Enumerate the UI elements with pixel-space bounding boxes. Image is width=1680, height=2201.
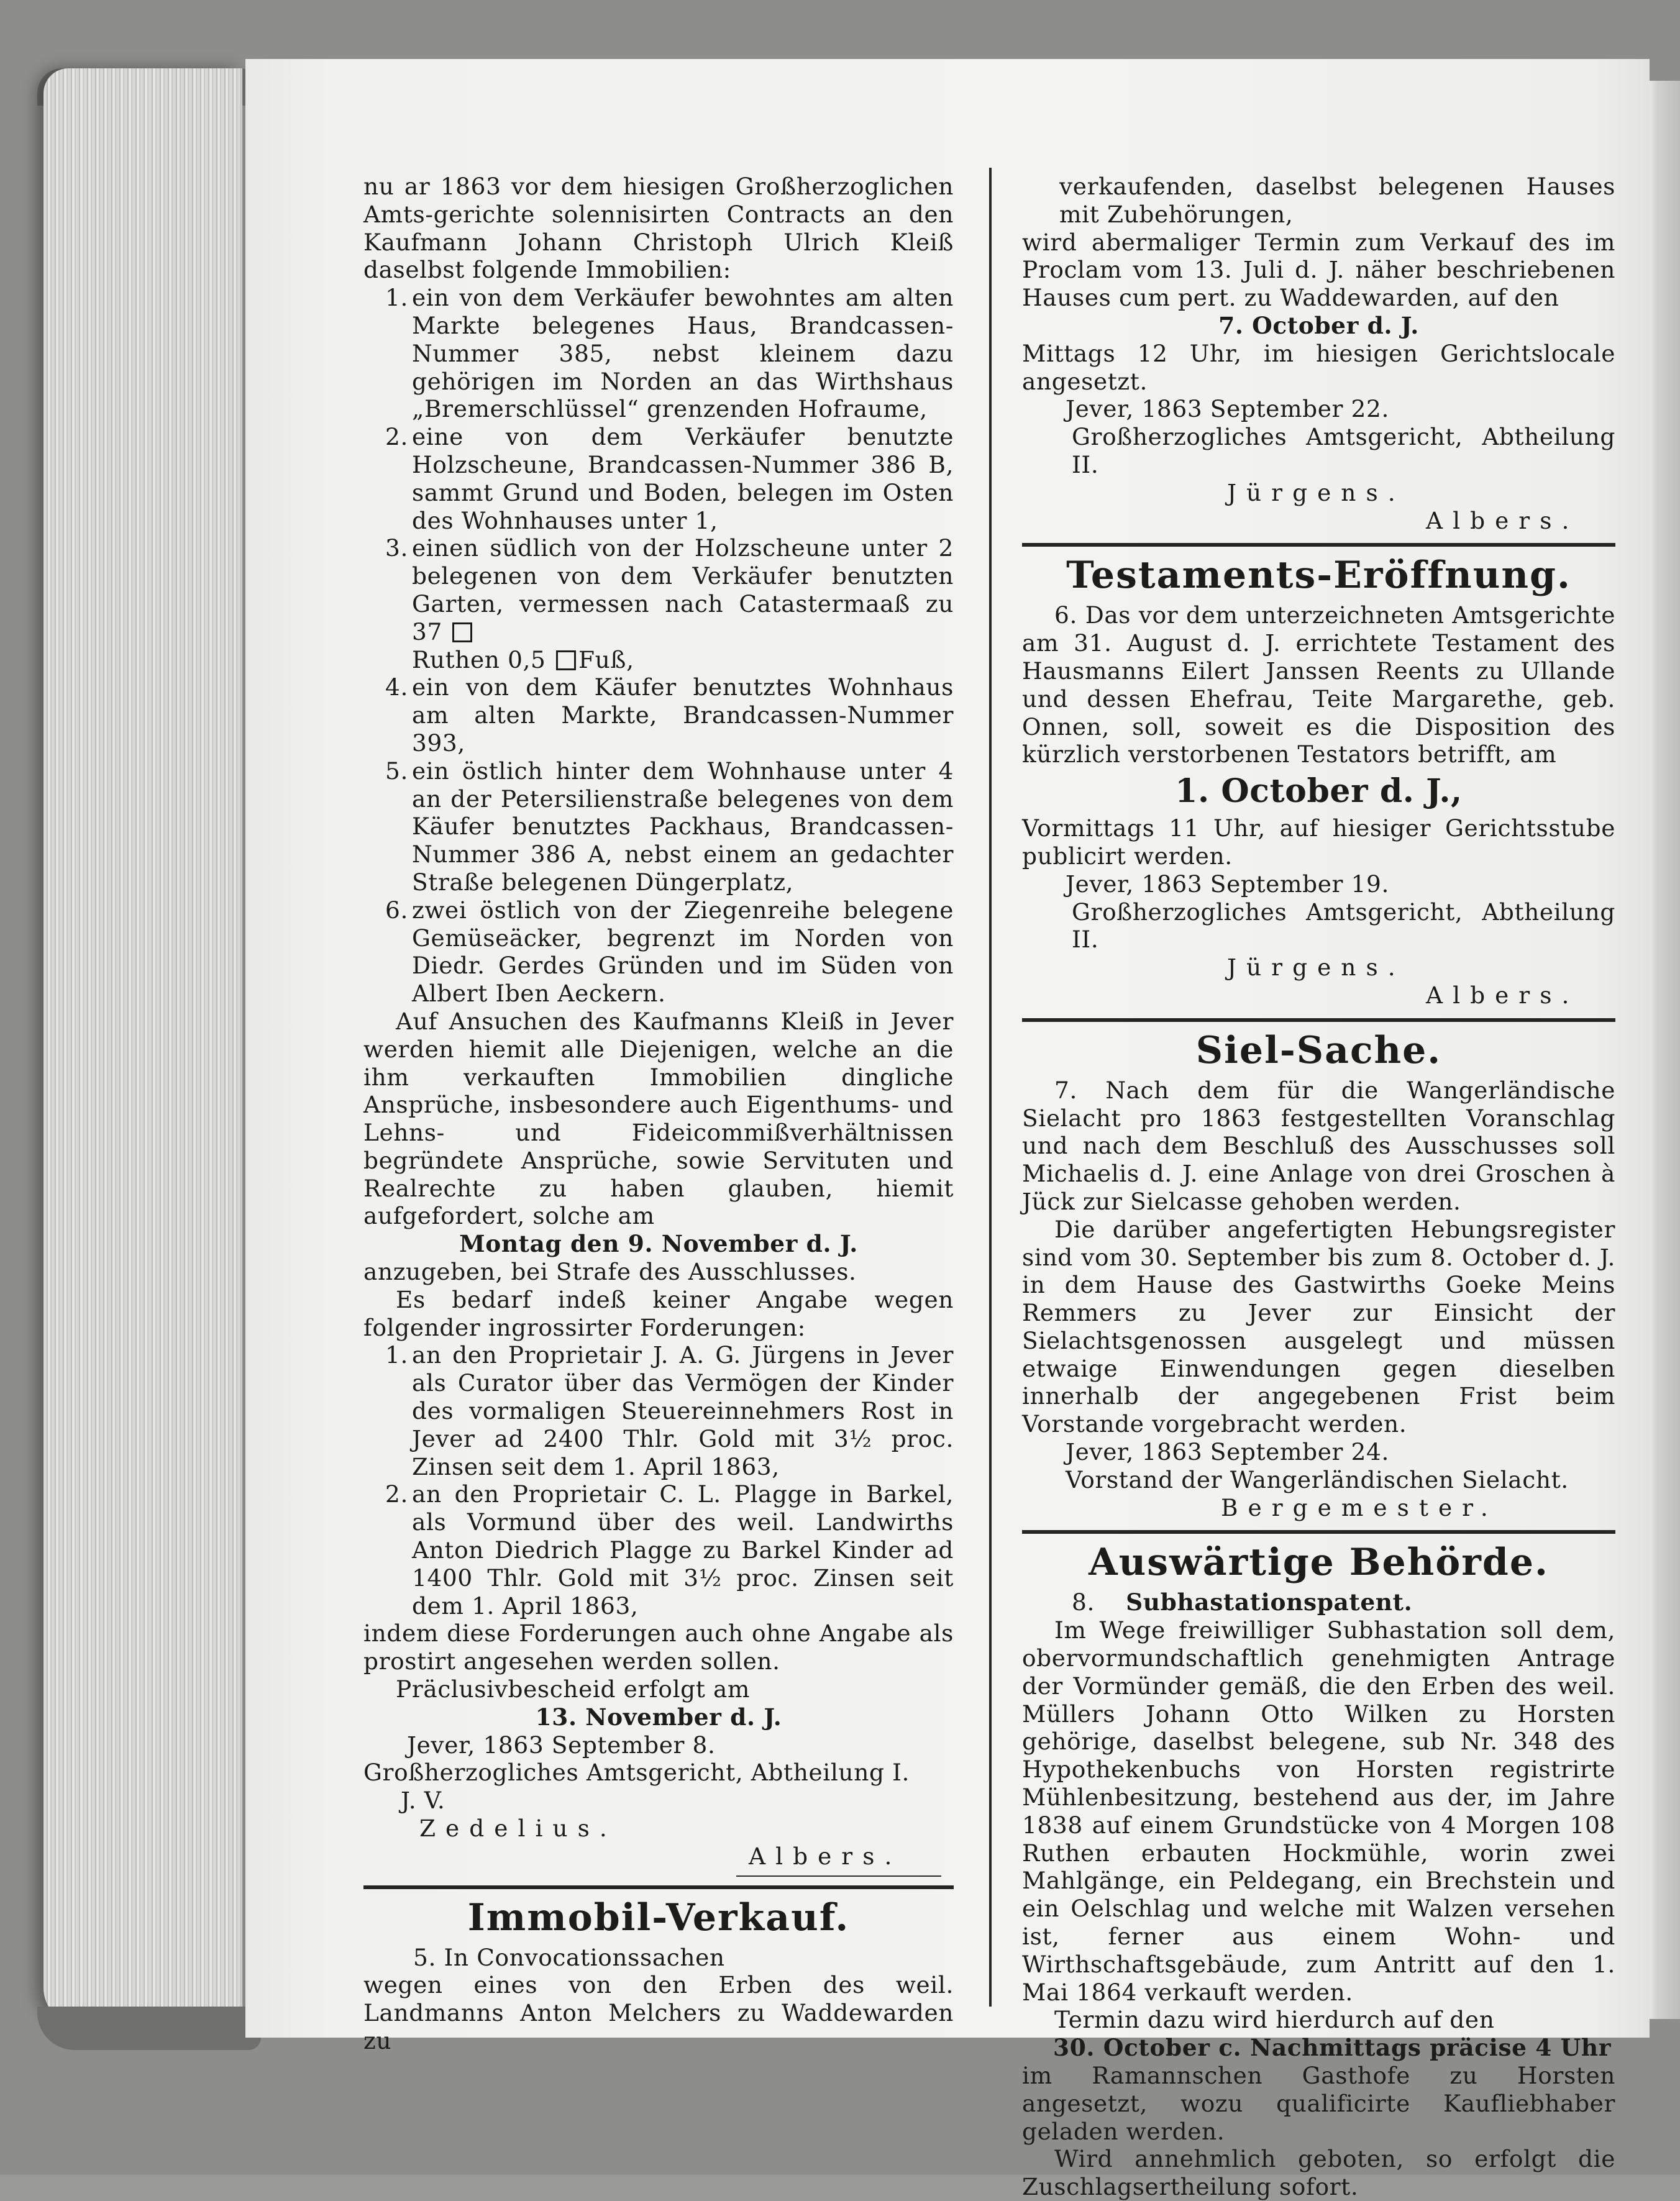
testament-text: Das vor dem unterzeichneten Amtsgerichte am 31. August d. J. errichtete Testament des Hausmanns Eilert Janssen Reents zu Ullande und dessen Ehefrau, Teite Margarethe, geb. Onnen, soll, soweit es die Disposition des kürzlich verstorbenen Testators betrifft, am xyxy=(1022,601,1615,768)
item-number: 6. xyxy=(385,896,408,924)
notice-text: wegen eines von den Erben des weil. Landmanns Anton Melchers zu Waddewarden zu xyxy=(363,1971,954,2054)
preclusion-date: 13. November d. J. xyxy=(535,1703,782,1731)
column-divider xyxy=(989,168,992,2007)
deputy-mark: J. V. xyxy=(401,1787,445,1815)
item-number: 6. xyxy=(1054,601,1077,629)
signature: Zedelius. xyxy=(419,1815,617,1843)
item-text: an den Proprietair C. L. Plagge in Barkel, als Vormund über des weil. Landwirths Anton Diedrich Plagge zu Barkel Kinder ad 1400 Thlr. Gold mit 3½ proc. Zinsen seit dem 1. April 1863, xyxy=(412,1480,954,1620)
property-item xyxy=(363,896,954,1008)
square-symbol-icon xyxy=(452,622,472,642)
section-rule xyxy=(1022,1018,1615,1022)
item3-tail-b: Fuß, xyxy=(578,645,634,673)
item-number: 1. xyxy=(385,1341,408,1369)
siel-paragraph-2: Die darüber angefertigten Hebungsregister sind vom 30. September bis zum 8. October d. J. in dem Hause des Gastwirths Goeke Meins Remmers zu Jever zur Einsicht der Sielachtsgenossen ausgelegt und müssen etwaige Einwendungen gegen dieselben innerhalb der angegebenen Frist beim Vorstande vorgebracht werden. xyxy=(1022,1215,1615,1438)
opening-time: Vormittags 11 Uhr, auf hiesiger Gerichtsstube publicirt werden. xyxy=(1022,814,1615,870)
siel-paragraph xyxy=(1022,1077,1615,1216)
subhastation-title: Subhastationspatent. xyxy=(1126,1588,1413,1616)
item-number: 5. xyxy=(385,757,408,785)
signature: Albers. xyxy=(1426,506,1579,534)
siel-text: Nach dem für die Wangerländische Sielacht pro 1863 festgestellten Voranschlag und nach dem Beschluß des Ausschusses soll Michaelis d. J. eine Anlage von drei Groschen à Jück zur Sielcasse gehoben werden. xyxy=(1022,1076,1615,1215)
item-text: einen südlich von der Holzscheune unter 2 belegenen von dem Verkäufer benutzten Garten, vermessen nach Catastermaaß zu 37 xyxy=(412,534,954,645)
closing-text: Wird annehmlich geboten, so erfolgt die Zuschlagsertheilung sofort. xyxy=(1022,2145,1615,2201)
property-item xyxy=(363,673,954,757)
signature: Jürgens. xyxy=(1227,478,1405,506)
section-heading: Immobil-Verkauf. xyxy=(467,1895,850,1939)
venue-text: im Ramannschen Gasthofe zu Horsten angesetzt, wozu qualificirte Kaufliebhaber geladen werden. xyxy=(1022,2062,1615,2145)
testament-paragraph xyxy=(1022,601,1615,768)
item-text: ein östlich hinter dem Wohnhause unter 4 an der Petersilienstraße belegenes von dem Käufer benutztes Packhaus, Brandcassen-Nummer 386 A, nebst einem an gedachter Straße belegenen Düngerplatz, xyxy=(412,757,954,896)
book-page-edges xyxy=(43,68,242,2025)
item-number: 3. xyxy=(385,534,408,562)
sale-date: 7. October d. J. xyxy=(1218,311,1419,339)
opening-date: 1. October d. J., xyxy=(1175,772,1463,811)
deadline-date: Montag den 9. November d. J. xyxy=(459,1230,858,1258)
board-name: Vorstand der Wangerländischen Sielacht. xyxy=(1066,1465,1569,1493)
item-number: 2. xyxy=(385,423,408,451)
item-text: zwei östlich von der Ziegenreihe belegene Gemüseäcker, begrenzt im Norden von Diedr. Gerdes Gründen und im Süden von Albert Iben Aeckern. xyxy=(412,896,954,1008)
claim-item xyxy=(363,1341,954,1480)
item-text: ein von dem Käufer benutztes Wohnhaus am alten Markte, Brandcassen-Nummer 393, xyxy=(412,673,954,757)
right-column xyxy=(1022,173,1615,2201)
penalty-line: anzugeben, bei Strafe des Ausschlusses. xyxy=(363,1258,857,1286)
item-text: an den Proprietair J. A. G. Jürgens in Jever als Curator über das Vermögen der Kinder des vormaligen Steuereinnehmers Rost in Jever ad 2400 Thlr. Gold mit 3½ proc. Zinsen seit dem 1. April 1863, xyxy=(412,1341,954,1480)
summons-paragraph: Auf Ansuchen des Kaufmanns Kleiß in Jever werden hiemit alle Diejenigen, welche an die ihm verkauften Immobilien dingliche Ansprüche, insbesondere auch Eigenthums- und Lehns- und Fideicommißverhältnissen begründete Ansprüche, sowie Servituten und Realrechte zu haben glauben, hiemit aufgefordert, solche am xyxy=(363,1007,954,1230)
place-date: Jever, 1863 September 8. xyxy=(407,1731,716,1759)
claims-note: indem diese Forderungen auch ohne Angabe als prostirt angesehen werden sollen. xyxy=(363,1620,954,1675)
subhastation-heading xyxy=(1022,1588,1615,1616)
preclusion-line: Präclusivbescheid erfolgt am xyxy=(396,1675,751,1703)
item-text: eine von dem Verkäufer benutzte Holzscheune, Brandcassen-Nummer 386 B, sammt Grund und Boden, belegen im Osten des Wohnhauses unter 1, xyxy=(412,423,954,534)
book-spine-bottom xyxy=(37,2007,261,2050)
court-name: Großherzogliches Amtsgericht, Abtheilung I. xyxy=(363,1759,910,1787)
court-name: Großherzogliches Amtsgericht, Abtheilung II. xyxy=(1072,898,1615,954)
item-number: 8. xyxy=(1072,1588,1095,1616)
left-column xyxy=(363,173,954,2055)
signature: Bergemester. xyxy=(1221,1493,1498,1521)
item-number: 5. xyxy=(413,1943,436,1971)
intro-paragraph: nu ar 1863 vor dem hiesigen Großherzoglichen Amts-gerichte solennisirten Contracts an den Kaufmann Johann Christoph Ulrich Kleiß daselbst folgende Immobilien: xyxy=(363,173,954,284)
item-text: ein von dem Verkäufer bewohntes am alten Markte belegenes Haus, Brandcassen-Nummer 385, nebst kleinem dazu gehörigen im Norden an das Wirthshaus „Bremerschlüssel“ grenzenden Hofraume, xyxy=(412,284,954,423)
property-item xyxy=(363,423,954,534)
section-rule xyxy=(1022,1530,1615,1534)
signature: Jürgens. xyxy=(1227,954,1405,982)
item-number: 2. xyxy=(385,1480,408,1508)
notice-first-line xyxy=(363,1944,954,1972)
sale-time: Mittags 12 Uhr, im hiesigen Gerichtslocale angesetzt. xyxy=(1022,339,1615,395)
continued-text: verkaufenden, daselbst belegenen Hauses mit Zubehörungen, xyxy=(1059,173,1615,228)
signature: Albers. xyxy=(1426,981,1579,1009)
item3-tail-a: Ruthen 0,5 xyxy=(412,645,546,673)
property-item xyxy=(363,757,954,896)
section-rule xyxy=(1022,543,1615,547)
place-date: Jever, 1863 September 22. xyxy=(1066,395,1389,423)
section-heading: Auswärtige Behörde. xyxy=(1089,1541,1549,1585)
place-date: Jever, 1863 September 19. xyxy=(1066,870,1389,898)
auction-date: 30. October c. Nachmittags präcise 4 Uhr xyxy=(1053,2034,1612,2062)
claim-item xyxy=(363,1480,954,1620)
property-item xyxy=(363,284,954,423)
termin-line: Termin dazu wird hierdurch auf den xyxy=(1054,2006,1495,2034)
section-heading: Testaments-Eröffnung. xyxy=(1066,554,1571,598)
property-item xyxy=(363,534,954,673)
item-number: 7. xyxy=(1054,1076,1077,1104)
court-name: Großherzogliches Amtsgericht, Abtheilung II. xyxy=(1072,423,1615,478)
place-date: Jever, 1863 September 24. xyxy=(1066,1438,1389,1466)
section-heading: Siel-Sache. xyxy=(1195,1028,1442,1072)
item-number: 4. xyxy=(385,673,408,701)
signature: Albers. xyxy=(749,1842,902,1870)
book-right-edge xyxy=(1646,81,1680,2019)
section-rule xyxy=(363,1885,954,1889)
square-symbol-icon xyxy=(556,650,576,670)
item-number: 1. xyxy=(385,284,408,312)
notice-text: In Convocationssachen xyxy=(444,1943,725,1971)
continued-text: wird abermaliger Termin zum Verkauf des im Proclam vom 13. Juli d. J. näher beschriebenen Hauses cum pert. zu Waddewarden, auf den xyxy=(1022,228,1615,312)
signature-rule xyxy=(736,1875,941,1877)
subhastation-text: Im Wege freiwilliger Subhastation soll dem, obervormundschaftlich genehmigten Antrage der Vormünder gemäß, die den Erben des weil. Müllers Johann Otto Wilken zu Horsten gehörige, daselbst belegene, sub Nr. 348 des Hypothekenbuchs von Horsten registrirte Mühlenbesitzung, bestehend aus der, im Jahre 1838 auf einem Grundstücke von 4 Morgen 108 Ruthen erbauten Hockmühle, worin zwei Mahlgänge, ein Peldegang, ein Brechstein und ein Oelschlag und welche mit Walzen versehen ist, ferner aus einem Wohn- und Wirthschaftsgebäude, zum Antritt auf den 1. Mai 1864 verkauft werden. xyxy=(1022,1616,1615,2006)
exemption-paragraph: Es bedarf indeß keiner Angabe wegen folgender ingrossirter Forderungen: xyxy=(363,1285,954,1341)
